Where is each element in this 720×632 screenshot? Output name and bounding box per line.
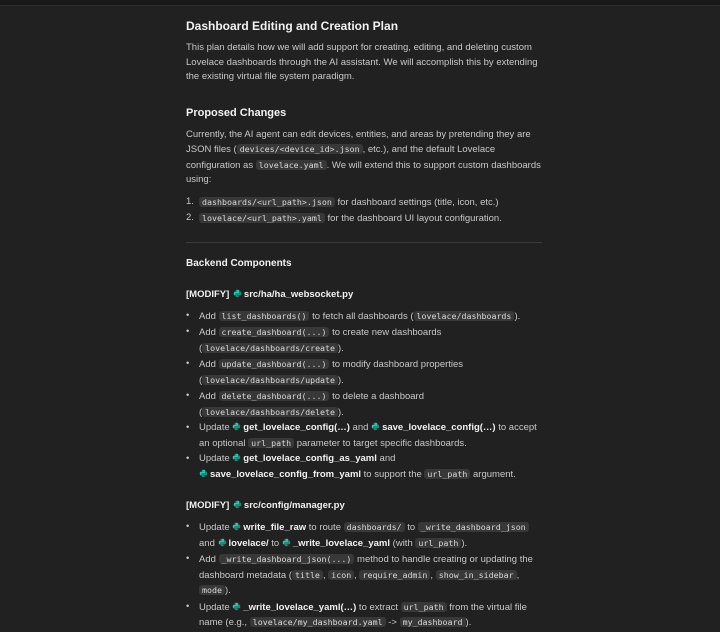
python-icon <box>233 500 242 509</box>
list-number: 1. <box>186 195 194 207</box>
python-icon <box>232 422 241 431</box>
text-run: ). <box>461 537 468 549</box>
text-run: to <box>268 537 282 549</box>
symbol-label: _write_lovelace_yaml <box>292 537 391 549</box>
symbol-label: write_file_raw <box>243 522 307 533</box>
symbol-label: save_lovelace_config_from_yaml <box>210 468 362 480</box>
inline-code: lovelace/dashboards/update <box>202 375 338 385</box>
python-icon <box>232 602 241 611</box>
bullet-list <box>186 520 542 631</box>
bullet-marker: • <box>186 326 190 337</box>
symbol-label: src/config/manager.py <box>243 500 345 511</box>
inline-code: lovelace/my_dashboard.yaml <box>250 617 386 627</box>
text-run: Update <box>199 422 233 433</box>
python-icon <box>232 453 241 462</box>
text-run: , etc.), and the default Lovelace configuration as <box>186 144 496 171</box>
file-heading <box>186 499 542 513</box>
file-reference-link[interactable] <box>233 500 345 511</box>
list-item-content <box>199 452 542 482</box>
inline-code: lovelace/dashboards/create <box>202 343 338 353</box>
list-item <box>186 309 542 325</box>
symbol-reference-link[interactable] <box>199 469 361 480</box>
section-heading: Proposed Changes <box>186 106 287 119</box>
text-run: Currently, the AI agent can edit devices, entities, and areas by pretending they are JSON files ( <box>186 128 531 155</box>
inline-code: update_dashboard(...) <box>219 359 330 369</box>
list-number: 2. <box>186 212 194 223</box>
list-item <box>186 357 542 388</box>
symbol-label: lovelace/ <box>228 537 269 549</box>
inline-code: my_dashboard <box>400 617 466 627</box>
text-run: [MODIFY] <box>186 500 232 511</box>
bullet-marker: • <box>186 422 190 433</box>
list-item <box>186 195 542 211</box>
text-run: (with <box>390 537 416 549</box>
list-item <box>186 211 542 227</box>
text-run: , <box>516 569 520 581</box>
section-heading: Backend Components <box>186 257 292 269</box>
inline-code: dashboards/ <box>344 522 405 532</box>
bullet-marker: • <box>186 358 190 369</box>
paragraph <box>186 128 542 188</box>
section-divider <box>186 242 542 243</box>
list-item-content <box>199 211 542 227</box>
symbol-label: save_lovelace_config(…) <box>382 422 496 433</box>
list-item <box>186 600 542 631</box>
python-icon <box>199 469 208 478</box>
text-run: Add <box>199 391 219 402</box>
text-run: to support the <box>361 468 425 480</box>
bullet-marker: • <box>186 521 190 532</box>
symbol-reference-link[interactable] <box>282 538 390 549</box>
text-run: argument. <box>470 468 516 480</box>
text-run: Update <box>199 453 233 464</box>
text-run: to route <box>306 522 344 533</box>
text-run: ). <box>338 406 344 418</box>
file-reference-link[interactable] <box>233 289 353 300</box>
page-title: Dashboard Editing and Creation Plan <box>186 19 399 33</box>
text-run: to accept an optional <box>199 422 537 449</box>
inline-code: icon <box>328 570 354 580</box>
symbol-reference-link[interactable] <box>218 538 269 549</box>
text-run: Add <box>199 327 219 338</box>
list-item <box>186 552 542 599</box>
symbol-reference-link[interactable] <box>232 602 356 613</box>
text-run: to modify dashboard properties ( <box>199 359 464 386</box>
symbol-reference-link[interactable] <box>232 522 306 533</box>
text-run: to <box>404 522 418 533</box>
inline-code: show_in_sidebar <box>436 570 517 580</box>
inline-code: create_dashboard(...) <box>219 327 330 337</box>
list-item <box>186 520 542 551</box>
inline-code: _write_dashboard_json(...) <box>219 554 355 564</box>
list-item-content <box>199 421 542 451</box>
inline-code: mode <box>199 585 225 595</box>
list-item-content <box>199 552 542 599</box>
text-run: parameter to target specific dashboards. <box>294 437 467 449</box>
text-run: ). <box>338 374 344 386</box>
list-item <box>186 452 542 482</box>
text-run: from the virtual file name (e.g., <box>199 601 527 628</box>
inline-code: lovelace/dashboards <box>414 311 515 321</box>
list-item <box>186 325 542 356</box>
inline-code: devices/<device_id>.json <box>237 144 363 154</box>
list-item-content <box>199 309 542 325</box>
bullet-marker: • <box>186 309 190 321</box>
text-run: Update <box>199 601 233 613</box>
text-run: , <box>430 569 436 581</box>
python-icon <box>218 538 227 547</box>
symbol-reference-link[interactable] <box>232 422 350 433</box>
text-run: ). <box>514 310 521 322</box>
bullet-marker: • <box>186 390 190 401</box>
text-run: , <box>354 569 360 581</box>
ordered-list <box>186 195 542 227</box>
text-run: ). <box>338 342 344 354</box>
python-icon <box>232 522 241 531</box>
text-run: Add <box>199 359 219 370</box>
bullet-marker: • <box>186 600 190 612</box>
file-heading <box>186 288 542 302</box>
text-run: to create new dashboards ( <box>199 327 442 354</box>
list-item-content <box>199 325 542 356</box>
list-item-content <box>199 357 542 388</box>
inline-code: url_path <box>415 538 461 548</box>
list-item-content <box>199 195 542 211</box>
inline-code: url_path <box>424 469 470 479</box>
symbol-label: src/ha/ha_websocket.py <box>243 288 354 300</box>
python-icon <box>233 289 242 298</box>
inline-code: title <box>292 570 323 580</box>
list-item-content <box>199 600 542 631</box>
python-icon <box>371 422 380 431</box>
text-run: [MODIFY] <box>186 288 232 300</box>
symbol-reference-link[interactable] <box>232 453 377 464</box>
symbol-label: get_lovelace_config_as_yaml <box>243 453 377 464</box>
text-run: -> <box>385 617 400 628</box>
paragraph <box>186 41 542 85</box>
text-run: for dashboard settings (title, icon, etc.) <box>334 196 499 208</box>
inline-code: _write_dashboard_json <box>418 522 529 532</box>
list-item <box>186 389 542 420</box>
text-run: Add <box>199 310 219 322</box>
text-run: ). <box>224 585 231 596</box>
inline-code: url_path <box>401 602 447 612</box>
text-run: and <box>376 453 396 464</box>
text-run: to extract <box>356 601 401 613</box>
list-item-content <box>199 389 542 420</box>
text-run: This plan details how we will add support for creating, editing, and deleting custom Lovelace dashboards through the AI assistant. We will accomplish this by extending the existing virtual file system paradigm. <box>186 42 538 82</box>
text-run: and <box>349 422 372 433</box>
symbol-label: get_lovelace_config(…) <box>243 422 350 433</box>
inline-code: require_admin <box>359 570 430 580</box>
inline-code: dashboards/<url_path>.json <box>199 197 335 207</box>
symbol-reference-link[interactable] <box>371 422 496 433</box>
text-run: to delete a dashboard ( <box>199 391 424 418</box>
text-run: ). <box>465 617 472 628</box>
list-item-content <box>199 520 542 551</box>
list-item <box>186 421 542 451</box>
text-run: . We will extend this to support custom dashboards using: <box>186 159 541 185</box>
text-run: Add <box>199 554 219 565</box>
python-icon <box>282 538 291 547</box>
inline-code: lovelace/<url_path>.yaml <box>199 213 325 223</box>
text-run: for the dashboard UI layout configuration. <box>324 213 502 224</box>
inline-code: delete_dashboard(...) <box>219 391 330 401</box>
inline-code: list_dashboards() <box>219 311 310 321</box>
symbol-label: _write_lovelace_yaml(…) <box>243 601 357 613</box>
inline-code: lovelace.yaml <box>256 160 327 170</box>
text-run: Update <box>199 522 233 533</box>
text-run: and <box>199 537 218 549</box>
text-run: , <box>322 569 329 581</box>
plan-document <box>186 6 542 632</box>
bullet-list <box>186 309 542 483</box>
bullet-marker: • <box>186 453 190 464</box>
text-run: method to handle creating or updating the dashboard metadata ( <box>199 554 533 581</box>
inline-code: url_path <box>248 438 294 448</box>
bullet-marker: • <box>186 553 190 564</box>
text-run: to fetch all dashboards ( <box>309 310 414 322</box>
inline-code: lovelace/dashboards/delete <box>202 407 338 417</box>
